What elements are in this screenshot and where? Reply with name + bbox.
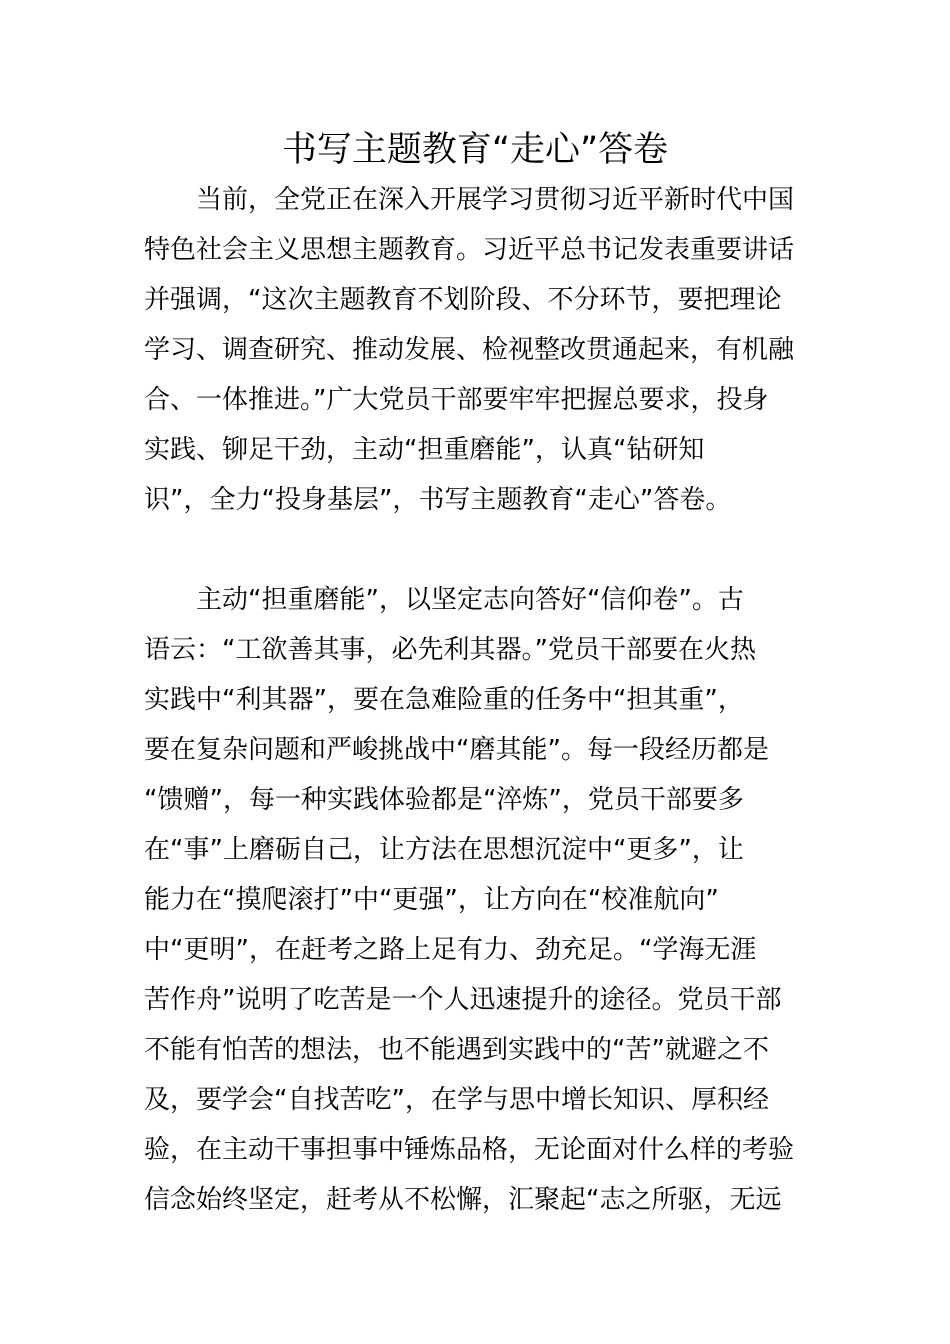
paragraph-line: 当前，全党正在深入开展学习贯彻习近平新时代中国: [196, 185, 795, 215]
paragraph-line: “馈赠”，每一种实践体验都是“淬炼”，党员干部要多: [144, 785, 744, 815]
document-title: 书写主题教育“走心”答卷: [281, 130, 669, 170]
paragraph-line: 不能有怕苦的想法，也不能遇到实践中的“苦”就避之不: [144, 1035, 769, 1065]
paragraph-line: 并强调，“这次主题教育不划阶段、不分环节，要把理论: [144, 285, 782, 315]
paragraph-line: 中“更明”，在赶考之路上足有力、劲充足。“学海无涯: [144, 935, 757, 965]
paragraph-2: [144, 575, 808, 1225]
paragraph-line: 特色社会主义思想主题教育。习近平总书记发表重要讲话: [144, 235, 795, 265]
paragraph-line: 在“事”上磨砺自己，让方法在思想沉淀中“更多”，让: [144, 835, 744, 865]
paragraph-line: 合、一体推进。”广大党员干部要牢牢把握总要求，投身: [144, 385, 769, 415]
paragraph-line: 验，在主动干事担事中锤炼品格，无论面对什么样的考验: [144, 1135, 795, 1165]
paragraph-line: 实践中“利其器”，要在急难险重的任务中“担其重”，: [144, 685, 744, 715]
paragraph-line: 识”，全力“投身基层”，书写主题教育“走心”答卷。: [144, 485, 732, 515]
paragraph-line: 及，要学会“自找苦吃”，在学与思中增长知识、厚积经: [144, 1085, 769, 1115]
paragraph-line: 语云：“工欲善其事，必先利其器。”党员干部要在火热: [144, 635, 756, 665]
paragraph-line: 苦作舟”说明了吃苦是一个人迅速提升的途径。党员干部: [144, 985, 782, 1015]
paragraph-line: 信念始终坚定，赶考从不松懈，汇聚起“志之所驱，无远: [144, 1185, 782, 1215]
paragraph-1: [144, 175, 808, 525]
paragraph-line: 能力在“摸爬滚打”中“更强”，让方向在“校准航向”: [144, 885, 719, 915]
paragraph-line: 要在复杂问题和严峻挑战中“磨其能”。每一段经历都是: [144, 735, 769, 765]
paragraph-line: 实践、铆足干劲，主动“担重磨能”，认真“钻研知: [144, 435, 705, 465]
paragraph-line: 主动“担重磨能”，以坚定志向答好“信仰卷”。古: [196, 585, 744, 615]
paragraph-line: 学习、调查研究、推动发展、检视整改贯通起来，有机融: [144, 335, 795, 365]
